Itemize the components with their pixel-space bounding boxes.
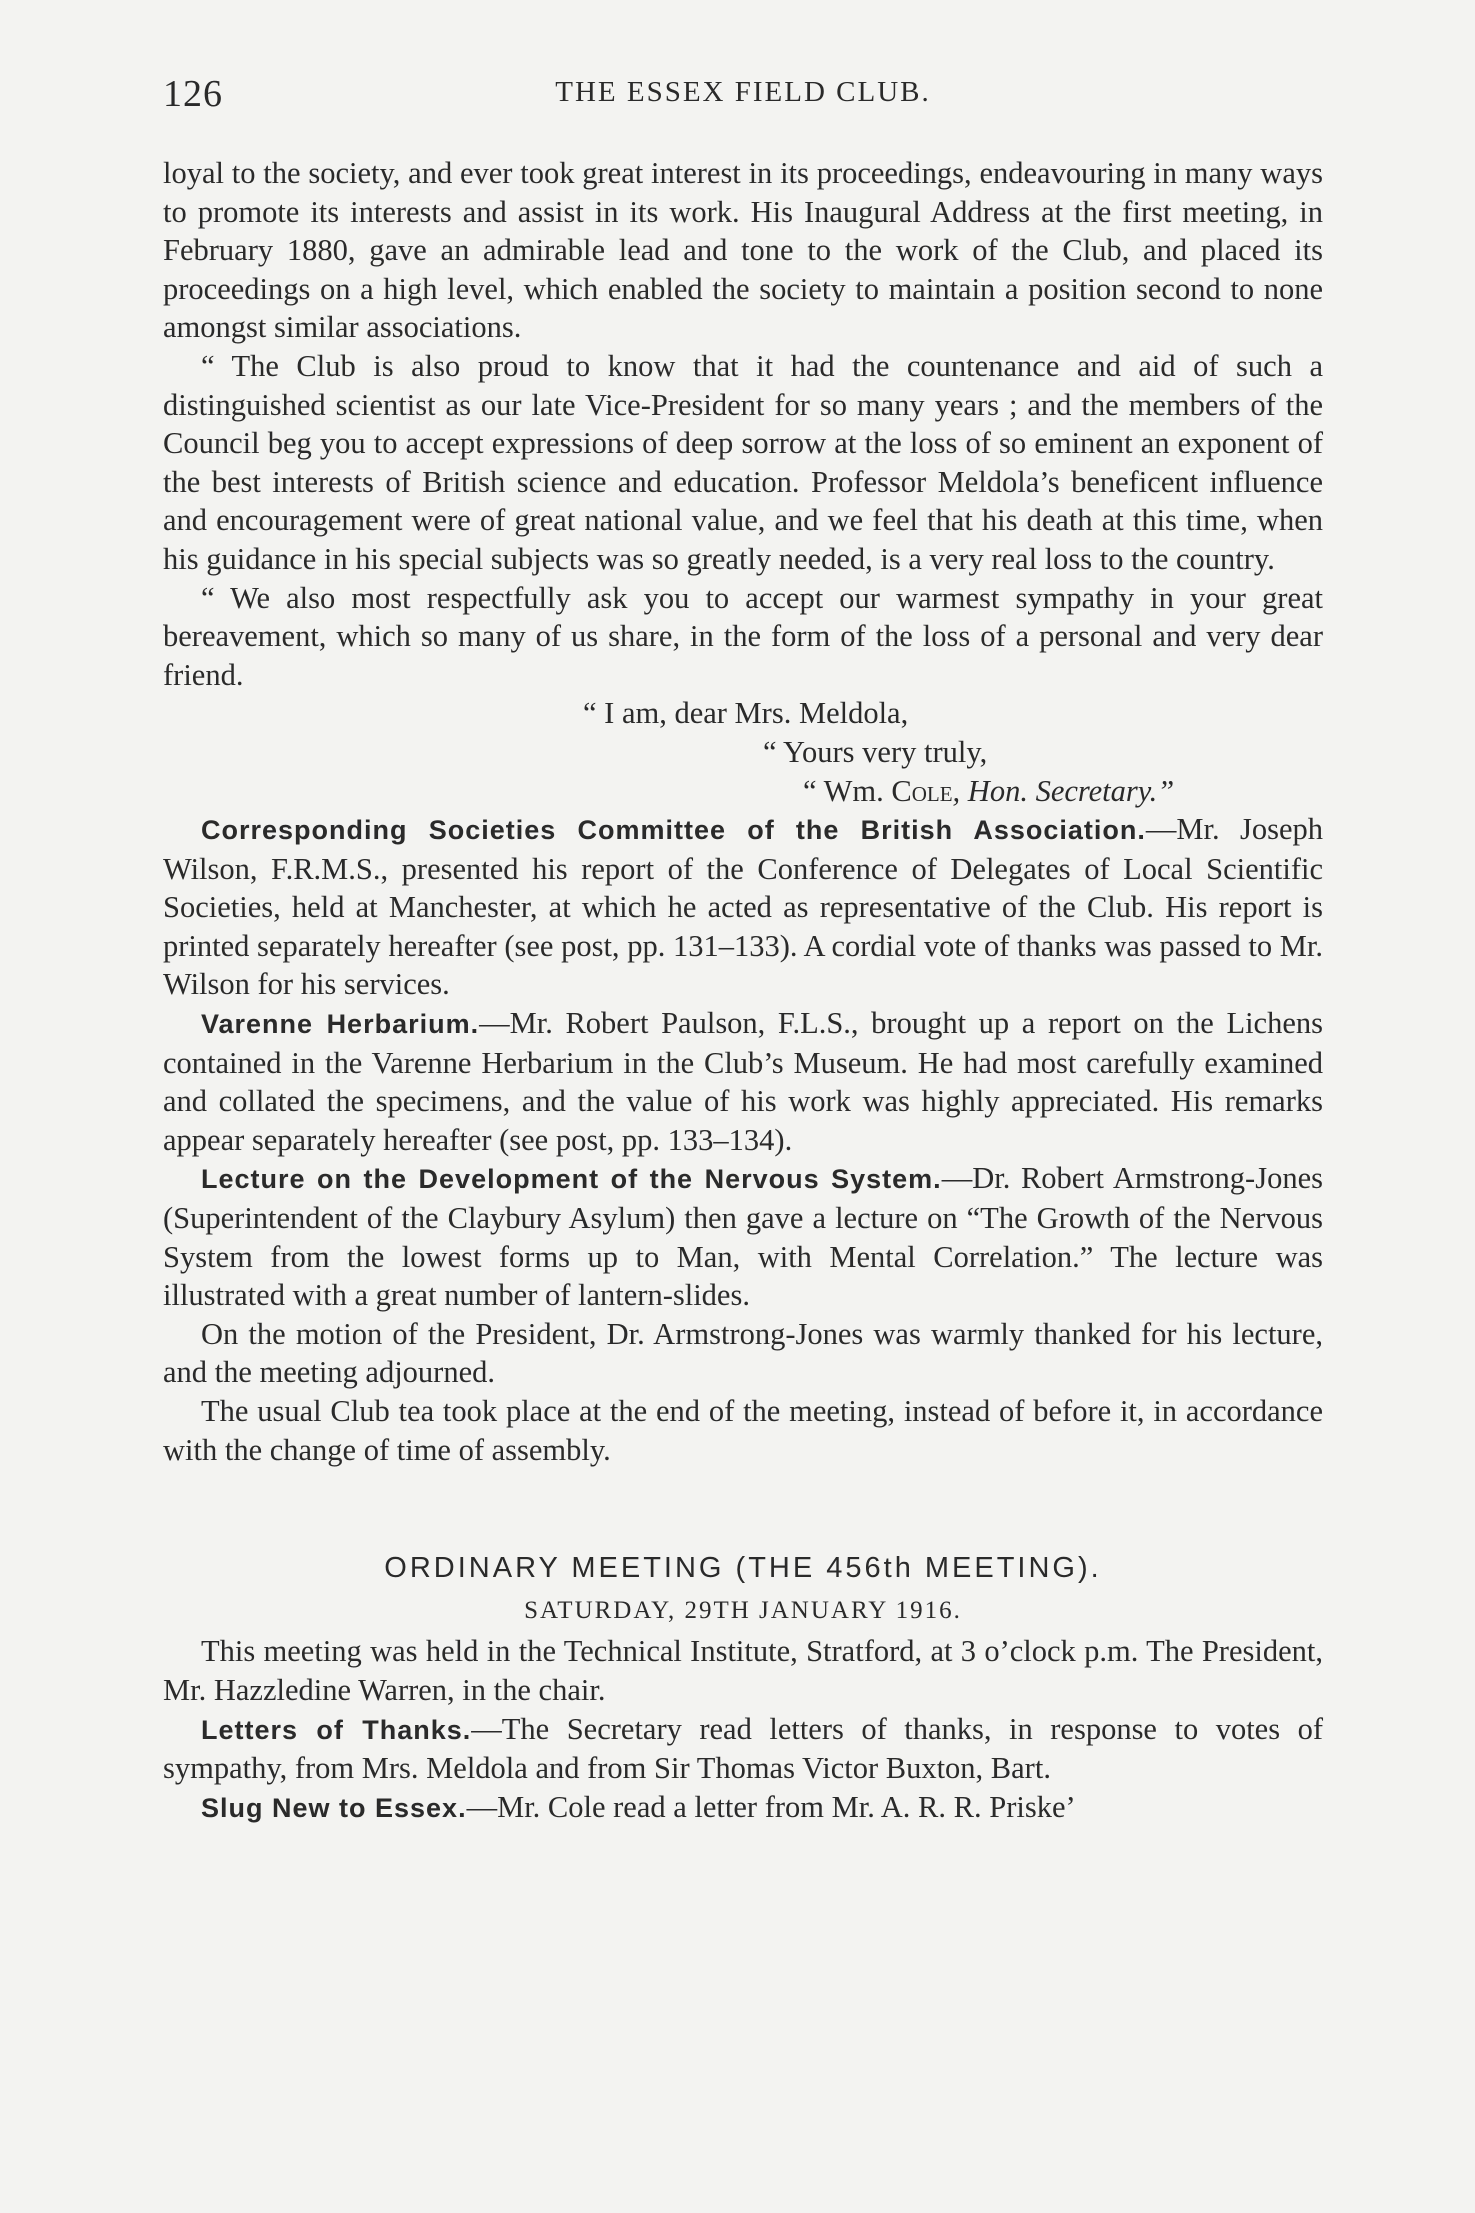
paragraph: This meeting was held in the Technical Institute, Stratford, at 3 o’clock p.m. The President, Mr. Hazzledine Warren, in the chair. (163, 1634, 1323, 1707)
paragraph: “ The Club is also proud to know that it had the countenance and aid of such a distinguished scientist as our late Vice-President for so many years ; and the members of the Council beg you to accept expressions of deep sorrow at the loss of so eminent an exponent of the best interests of British science and education. Professor Meldola’s beneficent influence and encouragement were of great national value, and we feel that his death at this time, when his guidance in his special subjects was so greatly needed, is a very real loss to the country. (163, 348, 1323, 576)
signature-prefix: “ Wm. (803, 773, 892, 808)
paragraph-text: —Mr. Robert Paulson, F.L.S., brought up a report on the Lichens contained in the Varenne Herbarium in the Club’s Museum. He had most carefully examined and collated the specimens, and the value of his work was highly appreciated. His remarks appear separately hereafter (see post, pp. 133–134). (163, 1006, 1323, 1157)
paragraph: loyal to the society, and ever took great interest in its proceedings, endeavouring in many ways to promote its interests and assist in its work. His Inaugural Address at the first meeting, in February 1880, gave an admirable lead and tone to the work of the Club, and placed its proceedings on a high level, which enabled the society to maintain a position second to none amongst similar associations. (163, 156, 1323, 345)
signature-salutation: “ I am, dear Mrs. Meldola, (583, 696, 909, 731)
section-run-in-heading: Varenne Herbarium. (201, 1009, 480, 1040)
paragraph (163, 1004, 1323, 1159)
running-head (163, 72, 1323, 122)
meeting-title: ORDINARY MEETING (THE 456th MEETING). (384, 1552, 1102, 1585)
paragraph (163, 1788, 1323, 1828)
meeting-date: SATURDAY, 29TH JANUARY 1916. (524, 1596, 962, 1624)
signature-surname: Cole (891, 773, 953, 808)
paragraph (163, 810, 1323, 1004)
section-run-in-heading: Lecture on the Development of the Nervous System. (201, 1164, 942, 1195)
section-gap (163, 1469, 1323, 1543)
paragraph-text: —Mr. Joseph Wilson, F.R.M.S., presented his report of the Conference of Delegates of Local Scientific Societies, held at Manchester, at which he acted as representative of the Club. His report is printed separately hereafter (see post, pp. 131–133). A cordial vote of thanks was passed to Mr. Wilson for his services. (163, 812, 1323, 1002)
paragraph-text: —Dr. Robert Armstrong-Jones (Superintendent of the Claybury Asylum) then gave a lecture on “The Growth of the Nervous System from the lowest forms up to Man, with Mental Correlation.” The lecture was illustrated with a great number of lantern-slides. (163, 1161, 1323, 1313)
signature-closing: “ Yours very truly, (763, 734, 988, 769)
section-run-in-heading: Letters of Thanks. (201, 1714, 472, 1745)
paragraph: On the motion of the President, Dr. Armstrong-Jones was warmly thanked for his lecture, and the meeting adjourned. (163, 1316, 1323, 1390)
paragraph (163, 1159, 1323, 1314)
running-title: THE ESSEX FIELD CLUB. (555, 76, 931, 108)
section-run-in-heading: Corresponding Societies Committee of the British Association. (201, 815, 1146, 846)
signature-name (163, 772, 1323, 811)
paragraph: The usual Club tea took place at the end of the meeting, instead of before it, in accordance with the change of time of assembly. (163, 1394, 1323, 1467)
section-run-in-heading: Slug New to Essex. (201, 1792, 467, 1823)
body-text (163, 154, 1323, 1827)
signature-title: , Hon. Secretary.” (952, 773, 1175, 808)
paragraph-text: —Mr. Cole read a letter from Mr. A. R. R. Priske’ (466, 1789, 1076, 1824)
paragraph-text: —The Secretary read letters of thanks, in response to votes of sympathy, from Mrs. Meldola and from Sir Thomas Victor Buxton, Bart. (163, 1711, 1323, 1786)
page-number: 126 (163, 73, 223, 115)
paragraph: “ We also most respectfully ask you to accept our warmest sympathy in your great bereavement, which so many of us share, in the form of the loss of a personal and very dear friend. (163, 580, 1323, 692)
paragraph (163, 1710, 1323, 1788)
